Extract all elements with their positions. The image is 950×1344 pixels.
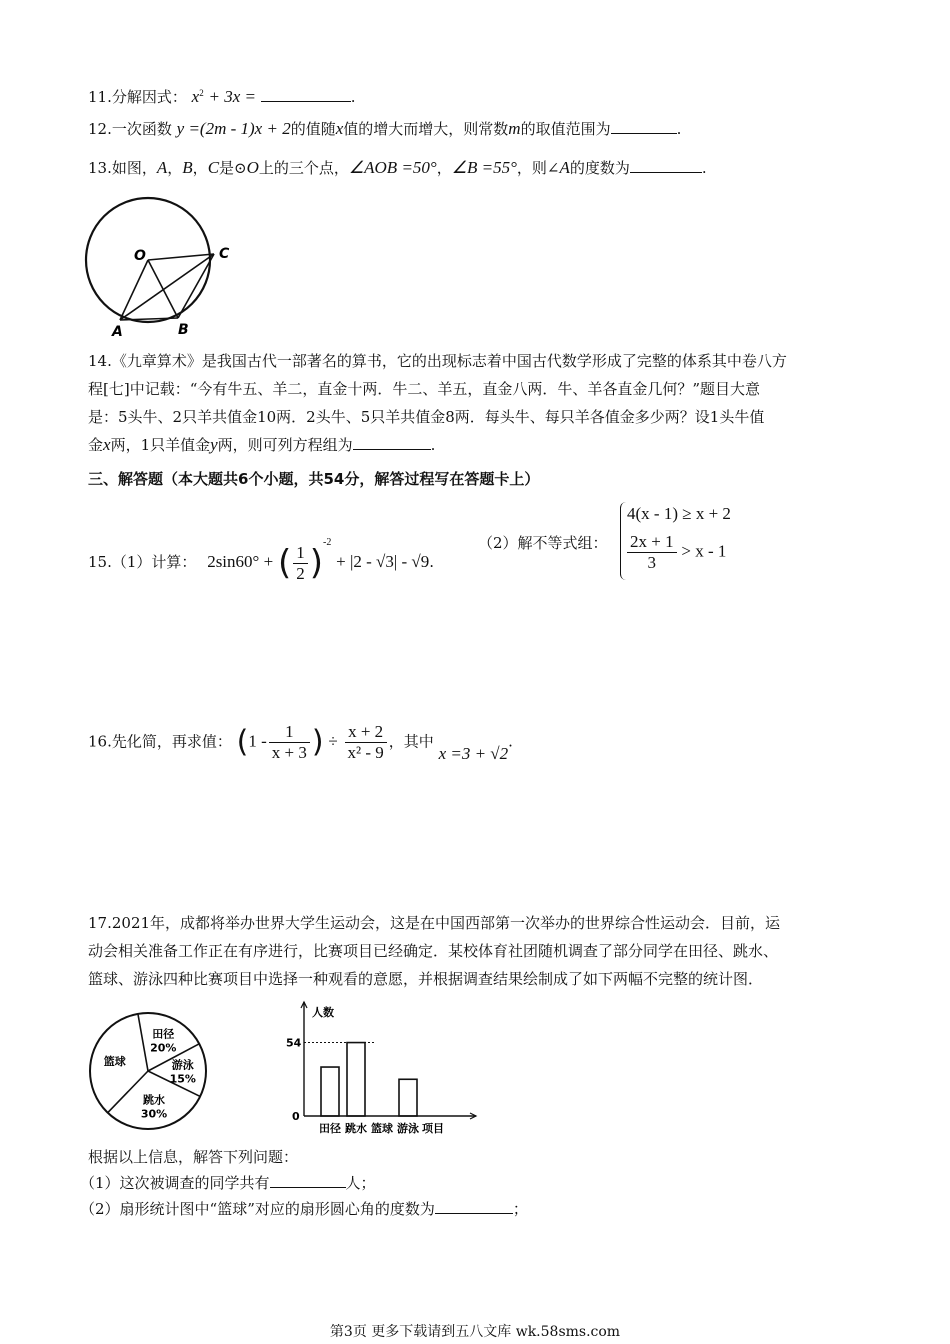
math-expr: ∠B =55° [451, 158, 517, 177]
question-text: （2）扇形统计图中“篮球”对应的扇形圆心角的度数为 [80, 1200, 435, 1218]
section-heading: 三、解答题（本大题共6个小题，共54分，解答过程写在答题卡上） [88, 470, 540, 488]
x-tick-label: 田径 [319, 1122, 341, 1135]
bar-田径 [321, 1067, 339, 1116]
question-number: 11. [88, 88, 112, 106]
math-var: A [559, 158, 570, 177]
page-footer: 第3页 更多下载请到五八文库 wk.58sms.com [329, 1324, 621, 1340]
answer-blank [353, 434, 431, 450]
question-15-part-2-label: （2）解不等式组： [478, 534, 608, 552]
pie-slice-boundary [138, 1014, 148, 1071]
question-17-line-2: 动会相关准备工作正在有序进行，比赛项目已经确定．某校体育社团随机调查了部分同学在田径、跳水、 [88, 942, 779, 960]
question-text: 上的三个点， [258, 159, 349, 177]
question-text: 的取值范围为 [520, 120, 611, 138]
fraction [345, 722, 387, 763]
question-17-intro: 根据以上信息，解答下列问题： [88, 1148, 299, 1166]
frac-den: x² - 9 [347, 743, 384, 762]
math-var: y [210, 435, 218, 454]
label-o: O [134, 248, 146, 264]
question-text: 的值随 [290, 120, 336, 138]
math-var: O [246, 158, 259, 177]
inequality-1: 4(x - 1) ≥ x + 2 [627, 504, 731, 523]
question-11 [88, 82, 356, 108]
answer-blank [630, 157, 702, 173]
question-17-line-1: 17.2021年，成都将举办世界大学生运动会，这是在中国西部第一次举办的世界综合性运动会．目前，运 [88, 914, 781, 932]
answer-blank [261, 86, 351, 102]
question-text: ； [512, 1200, 528, 1218]
question-17-sub-2 [80, 1198, 528, 1220]
fraction [627, 532, 677, 573]
frac-den: 3 [647, 553, 657, 572]
math-var: x [335, 119, 344, 138]
question-13: 13.如图，A，B，C是⊙O上的三个点，∠AOB =50°，∠B =55°，则∠A的度数为 . [88, 158, 707, 177]
question-15-part-1: 15.（1）计算： 2sin60° + ( $\frac{1}{2}$ )$^{-2}$ + |2 - √3| - √9. [88, 537, 435, 583]
question-text: 分解因式： [111, 88, 187, 106]
question-14-line-1: 14.《九章算术》是我国古代一部著名的算书，它的出现标志着中国古代数学形成了完整的体系其中卷八方 [88, 352, 787, 370]
question-text: 一次函数 [111, 120, 172, 138]
frac-den: 2 [296, 563, 305, 583]
math-expr: > x - 1 [681, 541, 727, 561]
math-expr: x =3 + √2 [438, 743, 509, 763]
math-var: m [508, 119, 521, 138]
math-var: C [207, 158, 220, 177]
question-number: 12. [88, 120, 112, 138]
math-var: x [103, 435, 111, 454]
frac-num: x + 2 [345, 722, 387, 743]
question-text: 金 [88, 436, 104, 454]
question-text: 两，则可列方程组为 [217, 436, 353, 454]
pie-slice-label: 跳水 [143, 1093, 166, 1107]
question-12 [88, 118, 681, 140]
math-expr: y =(2m - 1)x + 2 [176, 119, 291, 138]
bar-chart [280, 996, 490, 1138]
x-axis-label: 项目 [422, 1122, 444, 1135]
bar-游泳 [399, 1079, 417, 1116]
fraction [269, 722, 310, 763]
question-17-sub-1 [80, 1172, 376, 1194]
period: . [508, 732, 513, 751]
period: . [676, 120, 682, 138]
question-text: 15.（1）计算： [88, 553, 197, 571]
math-var: x [191, 87, 200, 106]
question-text: 值的增大而增大，则常数 [343, 120, 509, 138]
x-tick-label: 游泳 [397, 1122, 419, 1135]
question-14-line-2: 程[七]中记载：“今有牛五、羊二，直金十两．牛二、羊五，直金八两．牛、羊各直金几何？”题目大意 [88, 380, 761, 398]
question-17-line-3: 篮球、游泳四种比赛项目中选择一种观看的意愿，并根据调查结果绘制成了如下两幅不完整的统计图． [88, 970, 764, 988]
inequality-2 [627, 532, 726, 573]
segment-oc [148, 254, 214, 260]
pie-chart [88, 1008, 218, 1138]
inequality-system [620, 502, 761, 580]
period: . [701, 159, 707, 177]
frac-num: 1 [293, 543, 308, 564]
question-14-line-4 [88, 434, 435, 456]
pie-slice-label: 田径 [152, 1027, 175, 1041]
pie-slice-label: 游泳 [171, 1058, 194, 1072]
question-text: 人； [345, 1174, 376, 1192]
math-sup: -2 [322, 537, 332, 548]
math-expr: ∠AOB =50° [348, 158, 437, 177]
question-text: 的度数为 [569, 159, 630, 177]
y-tick-label: 54 [286, 1036, 302, 1050]
question-14-line-3: 是：5头牛、2只羊共值金10两．2头牛、5只羊共值金8两．每头牛、每只羊各值金多少两？设1头牛值 [88, 408, 765, 426]
circle-figure [82, 188, 232, 338]
math-expr: 1 - [248, 731, 267, 751]
pie-slice-percent: 20% [150, 1041, 177, 1055]
frac-num: 2x + 1 [627, 532, 677, 553]
period: . [430, 436, 436, 454]
label-b: B [178, 322, 189, 338]
math-var: A [156, 158, 168, 177]
question-text: 如图， [111, 159, 157, 177]
segment-bc [178, 254, 214, 318]
question-text: 是⊙ [219, 159, 247, 177]
y-axis-label: 人数 [312, 1006, 334, 1019]
question-number: 13. [88, 159, 112, 177]
pie-slice-label: 篮球 [103, 1054, 126, 1068]
period: . [429, 553, 435, 571]
question-text: ，则∠ [516, 159, 560, 177]
math-expr: 2sin60° + [207, 552, 274, 571]
math-expr: + 3x = [208, 87, 256, 106]
answer-blank [611, 118, 677, 134]
question-text: （1）这次被调查的同学共有 [80, 1174, 270, 1192]
answer-blank [270, 1172, 346, 1188]
math-expr: + |2 - √3| - √9 [336, 552, 430, 571]
math-var: B [182, 158, 193, 177]
question-text: 两，1只羊值金 [110, 436, 211, 454]
pie-slice-percent: 30% [140, 1107, 168, 1121]
label-c: C [219, 246, 230, 262]
pie-slice-percent: 15% [169, 1072, 196, 1086]
question-text: 16.先化简，再求值： [88, 732, 232, 751]
y-tick-label: 0 [292, 1110, 300, 1123]
frac-den: x + 3 [271, 743, 307, 762]
period: . [350, 88, 356, 106]
answer-blank [435, 1198, 513, 1214]
label-a: A [112, 324, 123, 338]
bar-跳水 [347, 1043, 365, 1116]
x-tick-label: 篮球 [371, 1122, 393, 1135]
frac-num: 1 [269, 722, 310, 743]
question-text: ，其中 [388, 732, 434, 751]
math-sup: 2 [199, 88, 204, 98]
x-tick-label: 跳水 [345, 1122, 367, 1135]
fraction [293, 543, 308, 584]
math-op: ÷ [328, 731, 338, 751]
question-16: 16.先化简，再求值： (1 - $\frac{1}{x + 3}$ ) ÷ $\frac{x + 2}{\text{x² - 9}}$ ，其中 x =3 + √2. [88, 722, 513, 763]
